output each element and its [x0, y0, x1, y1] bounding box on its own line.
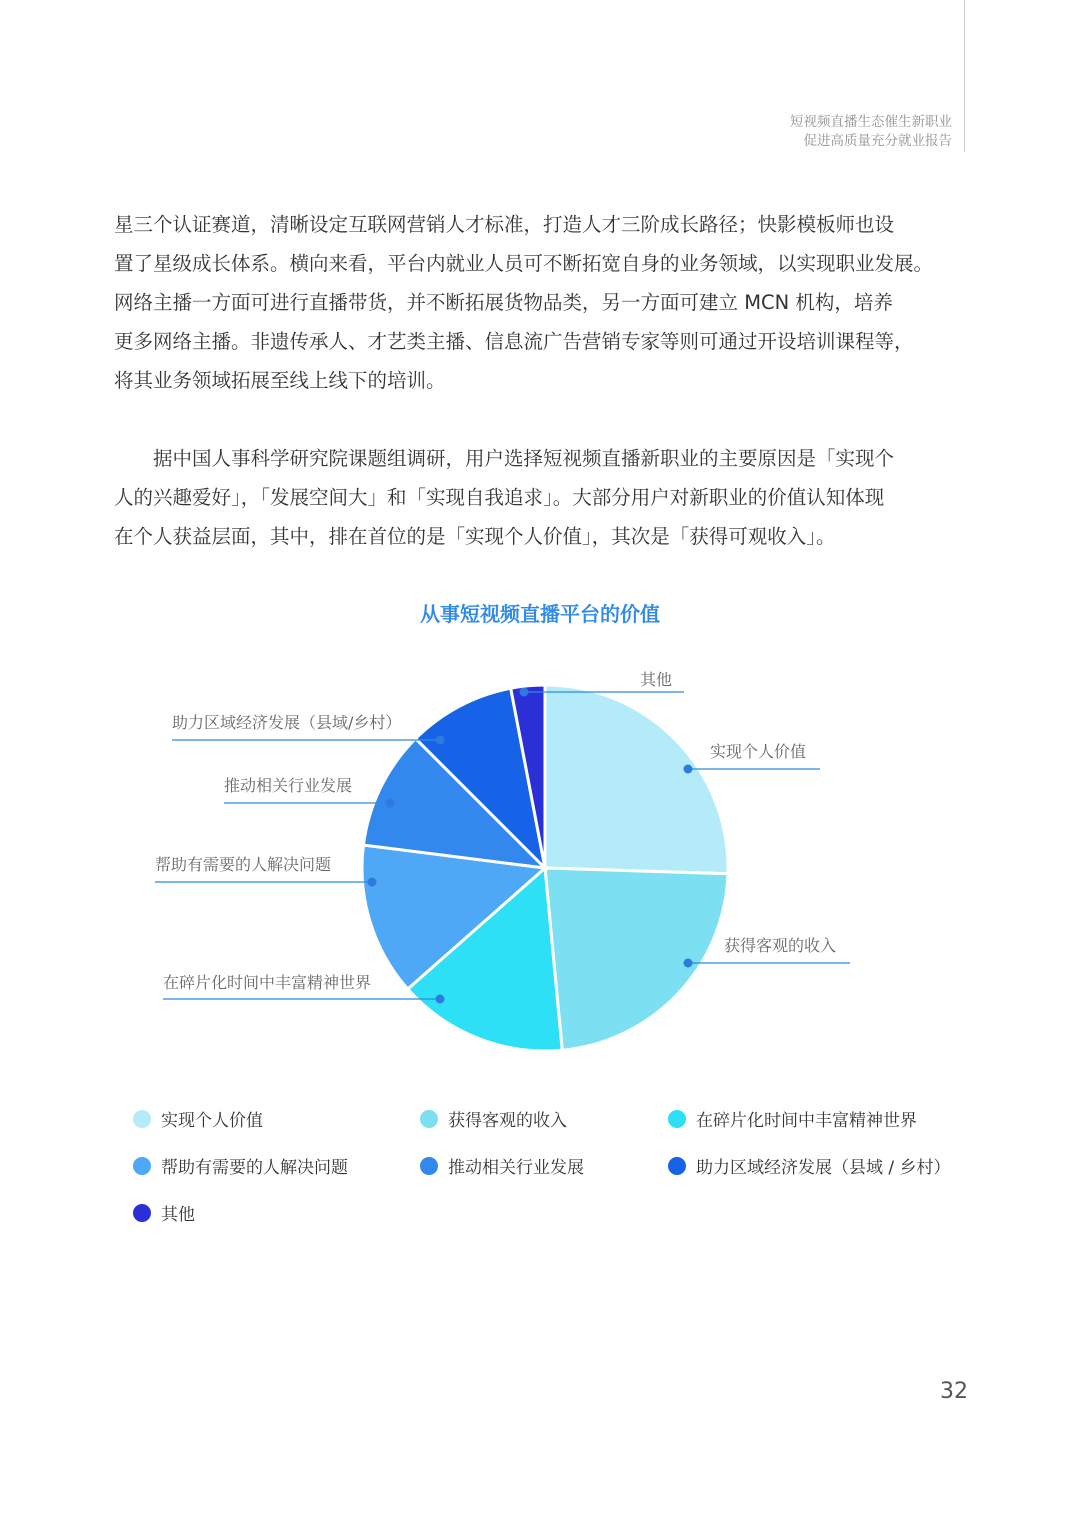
- text-line: 更多网络主播。非遗传承人、才艺类主播、信息流广告营销专家等则可通过开设培训课程等，: [114, 330, 914, 353]
- text-line: 在个人获益层面，其中，排在首位的是「实现个人价值」，其次是「获得可观收入」。: [114, 525, 836, 548]
- pie-slice: [545, 868, 728, 1050]
- slice-label: 其他: [640, 670, 673, 689]
- legend-item: [133, 1106, 263, 1131]
- callout-dot: [520, 688, 529, 697]
- callout-dot: [436, 736, 445, 745]
- header-line-2: 促进高质量充分就业报告: [803, 133, 952, 149]
- legend-swatch: [420, 1157, 438, 1175]
- legend-label: 实现个人价值: [161, 1111, 263, 1131]
- text-line: 据中国人事科学研究院课题组调研，用户选择短视频直播新职业的主要原因是「实现个: [114, 447, 895, 470]
- legend-item: [133, 1200, 195, 1225]
- slice-label: 帮助有需要的人解决问题: [155, 855, 332, 874]
- legend-item: [668, 1153, 951, 1178]
- header-line-1: 短视频直播生态催生新职业: [790, 114, 952, 130]
- page-number: 32: [940, 1379, 968, 1404]
- callout-dot: [386, 799, 395, 808]
- callout-dot: [684, 959, 693, 968]
- text-line: 人的兴趣爱好」，「发展空间大」和「实现自我追求」。大部分用户对新职业的价值认知体现: [114, 486, 885, 509]
- text-line: 网络主播一方面可进行直播带货，并不断拓展货物品类，另一方面可建立 MCN 机构，培养: [114, 291, 893, 314]
- legend-swatch: [133, 1110, 151, 1128]
- slice-label: 助力区域经济发展（县域/乡村）: [172, 713, 402, 732]
- pie-slice: [545, 685, 728, 874]
- legend-label: 在碎片化时间中丰富精神世界: [696, 1111, 917, 1131]
- legend-swatch: [420, 1110, 438, 1128]
- chart-title: 从事短视频直播平台的价值: [420, 602, 660, 626]
- text-line: 将其业务领域拓展至线上线下的培训。: [114, 369, 446, 392]
- legend-label: 其他: [161, 1205, 195, 1225]
- slice-label: 获得客观的收入: [724, 936, 837, 955]
- legend-label: 推动相关行业发展: [448, 1158, 584, 1178]
- legend-swatch: [668, 1110, 686, 1128]
- callout-dot: [436, 995, 445, 1004]
- legend-label: 获得客观的收入: [448, 1111, 567, 1131]
- callout-dot: [684, 765, 693, 774]
- slice-label: 在碎片化时间中丰富精神世界: [163, 973, 372, 992]
- legend-item: [420, 1153, 584, 1178]
- legend-item: [420, 1106, 567, 1131]
- legend-label: 帮助有需要的人解决问题: [161, 1158, 348, 1178]
- legend-item: [668, 1106, 917, 1131]
- legend-swatch: [133, 1157, 151, 1175]
- text-line: 置了星级成长体系。横向来看，平台内就业人员可不断拓宽自身的业务领域，以实现职业发展。: [114, 252, 934, 275]
- text-line: 星三个认证赛道，清晰设定互联网营销人才标准，打造人才三阶成长路径；快影模板师也设: [114, 213, 895, 236]
- callout-dot: [368, 878, 377, 887]
- legend-swatch: [668, 1157, 686, 1175]
- legend-label: 助力区域经济发展（县域 / 乡村）: [696, 1158, 951, 1178]
- slice-label: 实现个人价值: [710, 742, 807, 761]
- legend-swatch: [133, 1204, 151, 1222]
- slice-label: 推动相关行业发展: [224, 776, 353, 795]
- legend-item: [133, 1153, 348, 1178]
